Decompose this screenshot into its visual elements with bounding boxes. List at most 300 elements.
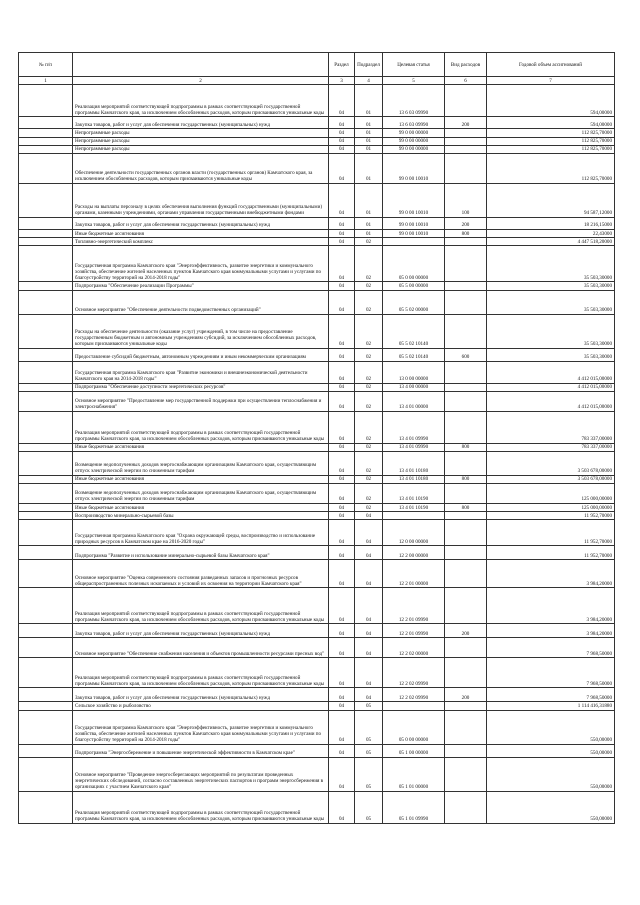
row-name: Непрограммные расходы [73,145,329,153]
row-name: Основное мероприятие "Обеспечение деятельности подведомственных организаций" [73,290,329,314]
colnum: 5 [383,77,445,85]
row-name: Закупка товаров, работ и услуг для обеспечения государственных (муниципальных) нужд [73,117,329,129]
row-subsection: 04 [355,588,383,624]
header-target: Целевая статья [383,53,445,77]
row-number [19,290,73,314]
row-target-article [383,512,445,520]
row-section: 04 [329,688,355,702]
row-name: Подпрограмма "Обеспечение реализации Программы" [73,282,329,290]
table-row [19,229,615,237]
row-expense-type [445,757,487,791]
table-row [19,520,615,546]
table-row [19,624,615,638]
header-volume: Годовой объем ассигнований [487,53,615,77]
table-row [19,217,615,229]
row-subsection: 02 [355,504,383,512]
table-row [19,129,615,137]
row-name: Иные бюджетные ассигнования [73,443,329,451]
row-name: Подпрограмма "Энергосбережение и повышение энергетической эффективности в Камчатском крае" [73,744,329,757]
row-expense-type [445,512,487,520]
row-amount: 112 825,70000 [487,145,615,153]
row-section: 04 [329,117,355,129]
table-row [19,246,615,282]
row-number [19,282,73,290]
row-number [19,383,73,391]
row-section: 04 [329,451,355,475]
row-section: 04 [329,638,355,658]
column-number-row [19,77,615,85]
row-number [19,744,73,757]
row-section: 04 [329,229,355,237]
row-target-article: 13 4 01 10190 [383,504,445,512]
row-amount: 112 825,70000 [487,137,615,145]
row-target-article: 99 0 00 00000 [383,137,445,145]
row-number [19,484,73,504]
row-section: 04 [329,183,355,217]
row-section: 04 [329,361,355,383]
row-expense-type [445,246,487,282]
row-name: Государственная программа Камчатского края "Энергоэффективность, развитие энергетики и коммунального хозяйства, обеспечение жителей населенных пунктов Камчатского края коммунальными услугами и услугами по благоустройству территорий на 2014-2018 годы" [73,710,329,744]
table-row [19,638,615,658]
row-number [19,145,73,153]
row-section: 04 [329,129,355,137]
row-number [19,624,73,638]
table-row [19,560,615,588]
row-target-article: 13 6 03 09990 [383,117,445,129]
row-amount: 11 952,70000 [487,520,615,546]
row-amount: 3 984,20000 [487,588,615,624]
row-subsection: 02 [355,411,383,443]
row-expense-type [445,290,487,314]
row-amount: 7 968,50000 [487,658,615,688]
row-section: 04 [329,137,355,145]
row-section: 04 [329,238,355,246]
table-row [19,282,615,290]
row-target-article: 99 0 00 10010 [383,183,445,217]
row-number [19,710,73,744]
row-target-article: 12 2 01 09990 [383,624,445,638]
row-section: 04 [329,520,355,546]
row-section: 04 [329,475,355,483]
colnum: 4 [355,77,383,85]
table-row [19,391,615,411]
header-exptype: Вид расходов [445,53,487,77]
row-section: 04 [329,443,355,451]
row-name: Реализация мероприятий соответствующей подпрограммы в рамках соответствующей государственной программы Камчатского края, за исключением обособленных расходов, которым присваиваются уникальные коды [73,411,329,443]
row-expense-type [445,153,487,183]
row-amount: 783 337,00000 [487,411,615,443]
row-expense-type [445,129,487,137]
row-number [19,137,73,145]
row-amount: 35 503,30000 [487,348,615,361]
row-expense-type: 200 [445,688,487,702]
row-section: 04 [329,217,355,229]
table-row [19,145,615,153]
row-number [19,411,73,443]
row-expense-type [445,702,487,710]
row-subsection: 02 [355,361,383,383]
row-section: 04 [329,411,355,443]
row-number [19,791,73,823]
row-name: Расходы на выплаты персоналу в целях обеспечения выполнения функций государственными (муниципальными) органами, казенными учреждениями, органами управления государственными внебюджетными фондами [73,183,329,217]
row-expense-type: 200 [445,217,487,229]
row-amount: 112 825,70000 [487,129,615,137]
row-subsection: 04 [355,560,383,588]
row-amount: 4 412 015,00000 [487,361,615,383]
row-number [19,504,73,512]
table-row [19,702,615,710]
row-expense-type: 800 [445,504,487,512]
row-expense-type: 800 [445,229,487,237]
row-name: Государственная программа Камчатского края "Развитие экономики и внешнеэкономической деятельности Камчатского края на 2014-2018 годы" [73,361,329,383]
row-expense-type [445,638,487,658]
row-target-article: 13 4 01 10190 [383,484,445,504]
row-target-article: 13 0 00 00000 [383,361,445,383]
row-amount: 550,00000 [487,757,615,791]
row-amount: 783 337,00000 [487,443,615,451]
row-subsection: 01 [355,145,383,153]
table-row [19,153,615,183]
row-subsection: 02 [355,383,383,391]
row-target-article: 13 6 03 09990 [383,85,445,117]
row-amount: 550,00000 [487,710,615,744]
row-subsection: 05 [355,710,383,744]
row-expense-type [445,744,487,757]
row-name: Подпрограмма "Развитие и использование минерально-сырьевой базы Камчатского края" [73,546,329,560]
header-name [73,53,329,77]
row-amount: 1 114 416,31880 [487,702,615,710]
row-subsection: 04 [355,520,383,546]
row-subsection: 02 [355,314,383,348]
row-subsection: 05 [355,744,383,757]
row-name: Закупка товаров, работ и услуг для обеспечения государственных (муниципальных) нужд [73,217,329,229]
row-subsection: 04 [355,546,383,560]
row-subsection: 02 [355,282,383,290]
row-subsection: 02 [355,484,383,504]
table-row [19,757,615,791]
row-expense-type [445,658,487,688]
row-section: 04 [329,702,355,710]
row-expense-type: 800 [445,443,487,451]
row-target-article: 99 0 00 10010 [383,229,445,237]
row-number [19,183,73,217]
row-target-article: 99 0 00 10010 [383,217,445,229]
row-section: 04 [329,314,355,348]
header-row [19,53,615,77]
table-row [19,411,615,443]
row-number [19,129,73,137]
row-section: 04 [329,504,355,512]
row-name: Иные бюджетные ассигнования [73,229,329,237]
row-amount: 35 503,30000 [487,282,615,290]
row-amount: 4 447 518,20000 [487,238,615,246]
row-number [19,451,73,475]
row-name: Иные бюджетные ассигнования [73,504,329,512]
table-row [19,117,615,129]
row-subsection: 04 [355,688,383,702]
row-expense-type [445,391,487,411]
row-expense-type [445,411,487,443]
row-target-article: 05 5 02 10140 [383,348,445,361]
row-expense-type [445,484,487,504]
row-subsection: 01 [355,129,383,137]
table-row [19,688,615,702]
row-target-article: 99 0 00 10010 [383,153,445,183]
row-number [19,314,73,348]
row-expense-type [445,520,487,546]
row-target-article: 05 5 00 00000 [383,282,445,290]
row-name: Расходы на обеспечение деятельности (оказание услуг) учреждений, в том числе на предоставление государственным бюджетным и автономным учреждениям субсидий, за исключением обособленных расходов, которым присваиваются уникальные коды [73,314,329,348]
row-expense-type [445,451,487,475]
row-name: Сельское хозяйство и рыболовство [73,702,329,710]
row-section: 04 [329,546,355,560]
row-amount: 22,43000 [487,229,615,237]
row-subsection: 05 [355,791,383,823]
row-section: 04 [329,710,355,744]
table-row [19,137,615,145]
row-target-article: 13 4 01 09990 [383,443,445,451]
row-section: 04 [329,282,355,290]
row-number [19,246,73,282]
row-amount: 35 503,30000 [487,246,615,282]
row-target-article: 13 4 01 00000 [383,391,445,411]
row-name: Государственная программа Камчатского края "Энергоэффективность, развитие энергетики и коммунального хозяйства, обеспечение жителей населенных пунктов Камчатского края коммунальными услугами и услугами по благоустройству территорий на 2014-2018 годы" [73,246,329,282]
table-row [19,85,615,117]
table-row [19,348,615,361]
table-row [19,443,615,451]
table-row [19,546,615,560]
row-number [19,658,73,688]
table-row [19,314,615,348]
row-target-article [383,702,445,710]
row-section: 04 [329,246,355,282]
row-expense-type [445,588,487,624]
row-expense-type [445,710,487,744]
budget-document [18,52,614,824]
row-subsection: 04 [355,624,383,638]
table-row [19,361,615,383]
row-amount: 3 503 678,00000 [487,451,615,475]
row-name: Возмещение недополученных доходов энергоснабжающим организациям Камчатского края, осуществляющим отпуск электрической энергии по сниженным тарифам [73,484,329,504]
row-number [19,512,73,520]
row-name: Реализация мероприятий соответствующей подпрограммы в рамках соответствующей государственной программы Камчатского края, за исключением обособленных расходов, которым присваиваются уникальные коды [73,791,329,823]
row-amount: 7 968,50000 [487,688,615,702]
row-subsection: 01 [355,85,383,117]
row-expense-type [445,137,487,145]
row-target-article: 99 0 00 00000 [383,145,445,153]
row-amount: 11 952,70000 [487,546,615,560]
row-subsection: 01 [355,229,383,237]
row-expense-type [445,145,487,153]
row-number [19,638,73,658]
row-section: 04 [329,484,355,504]
row-expense-type [445,238,487,246]
row-target-article: 12 2 01 09990 [383,588,445,624]
row-subsection: 04 [355,512,383,520]
row-target-article: 12 2 02 09990 [383,688,445,702]
row-subsection: 05 [355,702,383,710]
row-subsection: 02 [355,391,383,411]
row-amount: 550,00000 [487,791,615,823]
row-name: Предоставление субсидий бюджетным, автономным учреждениям и иным некоммерческим организациям [73,348,329,361]
row-amount: 11 952,70000 [487,512,615,520]
row-target-article: 05 1 01 09990 [383,791,445,823]
row-subsection: 02 [355,443,383,451]
row-target-article: 12 0 00 00000 [383,520,445,546]
row-expense-type: 200 [445,117,487,129]
row-amount: 112 825,70000 [487,153,615,183]
row-section: 04 [329,624,355,638]
row-expense-type [445,546,487,560]
row-subsection: 02 [355,238,383,246]
row-subsection: 02 [355,475,383,483]
row-subsection: 02 [355,451,383,475]
row-section: 04 [329,791,355,823]
row-number [19,757,73,791]
row-name: Реализация мероприятий соответствующей подпрограммы в рамках соответствующей государственной программы Камчатского края, за исключением обособленных расходов, которым присваиваются уникальные коды [73,85,329,117]
row-subsection: 01 [355,217,383,229]
row-name: Основное мероприятие "Оценка современного состояния разведанных запасов и прогнозных ресурсов общераспространенных полезных ископаемых и условий их освоения на территории Камчатского края" [73,560,329,588]
row-section: 04 [329,512,355,520]
row-number [19,702,73,710]
row-name: Государственная программа Камчатского края "Охрана окружающей среды, воспроизводство и использование природных ресурсов в Камчатском крае на 2016-2020 годы" [73,520,329,546]
row-expense-type [445,791,487,823]
table-row [19,238,615,246]
row-section: 04 [329,588,355,624]
colnum: 6 [445,77,487,85]
header-section: Раздел [329,53,355,77]
row-expense-type: 100 [445,183,487,217]
row-amount: 125 000,00000 [487,504,615,512]
row-name: Обеспечение деятельности государственных органов власти (государственных органов) Камчатского края, за исключением обособленных расходов, которым присваиваются уникальные коды [73,153,329,183]
row-number [19,391,73,411]
row-target-article: 05 0 00 00000 [383,246,445,282]
row-expense-type: 200 [445,624,487,638]
row-amount: 4 412 015,00000 [487,383,615,391]
header-num: № п/п [19,53,73,77]
row-name: Закупка товаров, работ и услуг для обеспечения государственных (муниципальных) нужд [73,688,329,702]
row-number [19,153,73,183]
table-row [19,791,615,823]
row-subsection: 05 [355,757,383,791]
row-expense-type [445,361,487,383]
row-number [19,229,73,237]
row-name: Подпрограмма "Обеспечение доступности энергетических ресурсов" [73,383,329,391]
table-row [19,658,615,688]
row-expense-type [445,85,487,117]
row-subsection: 01 [355,137,383,145]
table-row [19,383,615,391]
row-number [19,85,73,117]
row-number [19,520,73,546]
row-expense-type [445,314,487,348]
table-row [19,451,615,475]
row-subsection: 04 [355,658,383,688]
row-amount: 3 984,20000 [487,624,615,638]
row-name: Топливно-энергетический комплекс [73,238,329,246]
row-target-article: 13 4 01 10180 [383,451,445,475]
row-name: Основное мероприятие "Обеспечение снабжения населения и объектов промышленности ресурсами пресных вод" [73,638,329,658]
row-amount: 94 587,12000 [487,183,615,217]
row-subsection: 02 [355,348,383,361]
row-expense-type [445,560,487,588]
colnum: 3 [329,77,355,85]
row-expense-type: 600 [445,348,487,361]
table-row [19,290,615,314]
table-row [19,588,615,624]
row-target-article: 12 2 00 00000 [383,546,445,560]
row-expense-type [445,383,487,391]
row-amount: 7 968,50000 [487,638,615,658]
row-amount: 18 216,15000 [487,217,615,229]
row-name: Непрограммные расходы [73,137,329,145]
row-name: Воспроизводство минерально-сырьевой базы [73,512,329,520]
row-section: 04 [329,560,355,588]
row-number [19,688,73,702]
row-section: 04 [329,290,355,314]
row-number [19,217,73,229]
row-name: Основное мероприятие "Предоставление мер государственной поддержки при осуществлении теплоснабжения и электроснабжения" [73,391,329,411]
row-expense-type: 800 [445,475,487,483]
row-target-article: 05 1 01 00000 [383,757,445,791]
row-target-article: 05 0 00 00000 [383,710,445,744]
row-amount: 3 984,20000 [487,560,615,588]
row-target-article: 13 4 01 09990 [383,411,445,443]
row-subsection: 01 [355,183,383,217]
table-row [19,744,615,757]
row-subsection: 01 [355,153,383,183]
row-section: 04 [329,744,355,757]
row-section: 04 [329,85,355,117]
row-subsection: 02 [355,246,383,282]
row-name: Непрограммные расходы [73,129,329,137]
row-target-article: 05 5 02 00000 [383,290,445,314]
row-amount: 35 503,30000 [487,290,615,314]
row-number [19,348,73,361]
row-section: 04 [329,757,355,791]
row-name: Закупка товаров, работ и услуг для обеспечения государственных (муниципальных) нужд [73,624,329,638]
table-row [19,710,615,744]
row-subsection: 04 [355,638,383,658]
row-name: Иные бюджетные ассигнования [73,475,329,483]
row-target-article: 12 2 01 00000 [383,560,445,588]
row-section: 04 [329,153,355,183]
row-number [19,117,73,129]
row-target-article: 13 4 01 10180 [383,475,445,483]
colnum: 1 [19,77,73,85]
table-row [19,504,615,512]
row-target-article: 99 0 00 00000 [383,129,445,137]
row-section: 04 [329,383,355,391]
table-row [19,484,615,504]
row-section: 04 [329,658,355,688]
row-amount: 4 412 015,00000 [487,391,615,411]
row-target-article: 05 1 00 00000 [383,744,445,757]
row-number [19,443,73,451]
row-amount: 35 503,30000 [487,314,615,348]
row-target-article: 12 2 02 09990 [383,658,445,688]
table-row [19,475,615,483]
row-section: 04 [329,145,355,153]
row-number [19,361,73,383]
row-amount: 550,00000 [487,744,615,757]
row-target-article: 12 2 02 00000 [383,638,445,658]
row-target-article: 13 4 00 00000 [383,383,445,391]
row-amount: 125 000,00000 [487,484,615,504]
colnum: 2 [73,77,329,85]
row-name: Возмещение недополученных доходов энергоснабжающим организациям Камчатского края, осуществляющим отпуск электрической энергии по сниженным тарифам [73,451,329,475]
row-number [19,546,73,560]
